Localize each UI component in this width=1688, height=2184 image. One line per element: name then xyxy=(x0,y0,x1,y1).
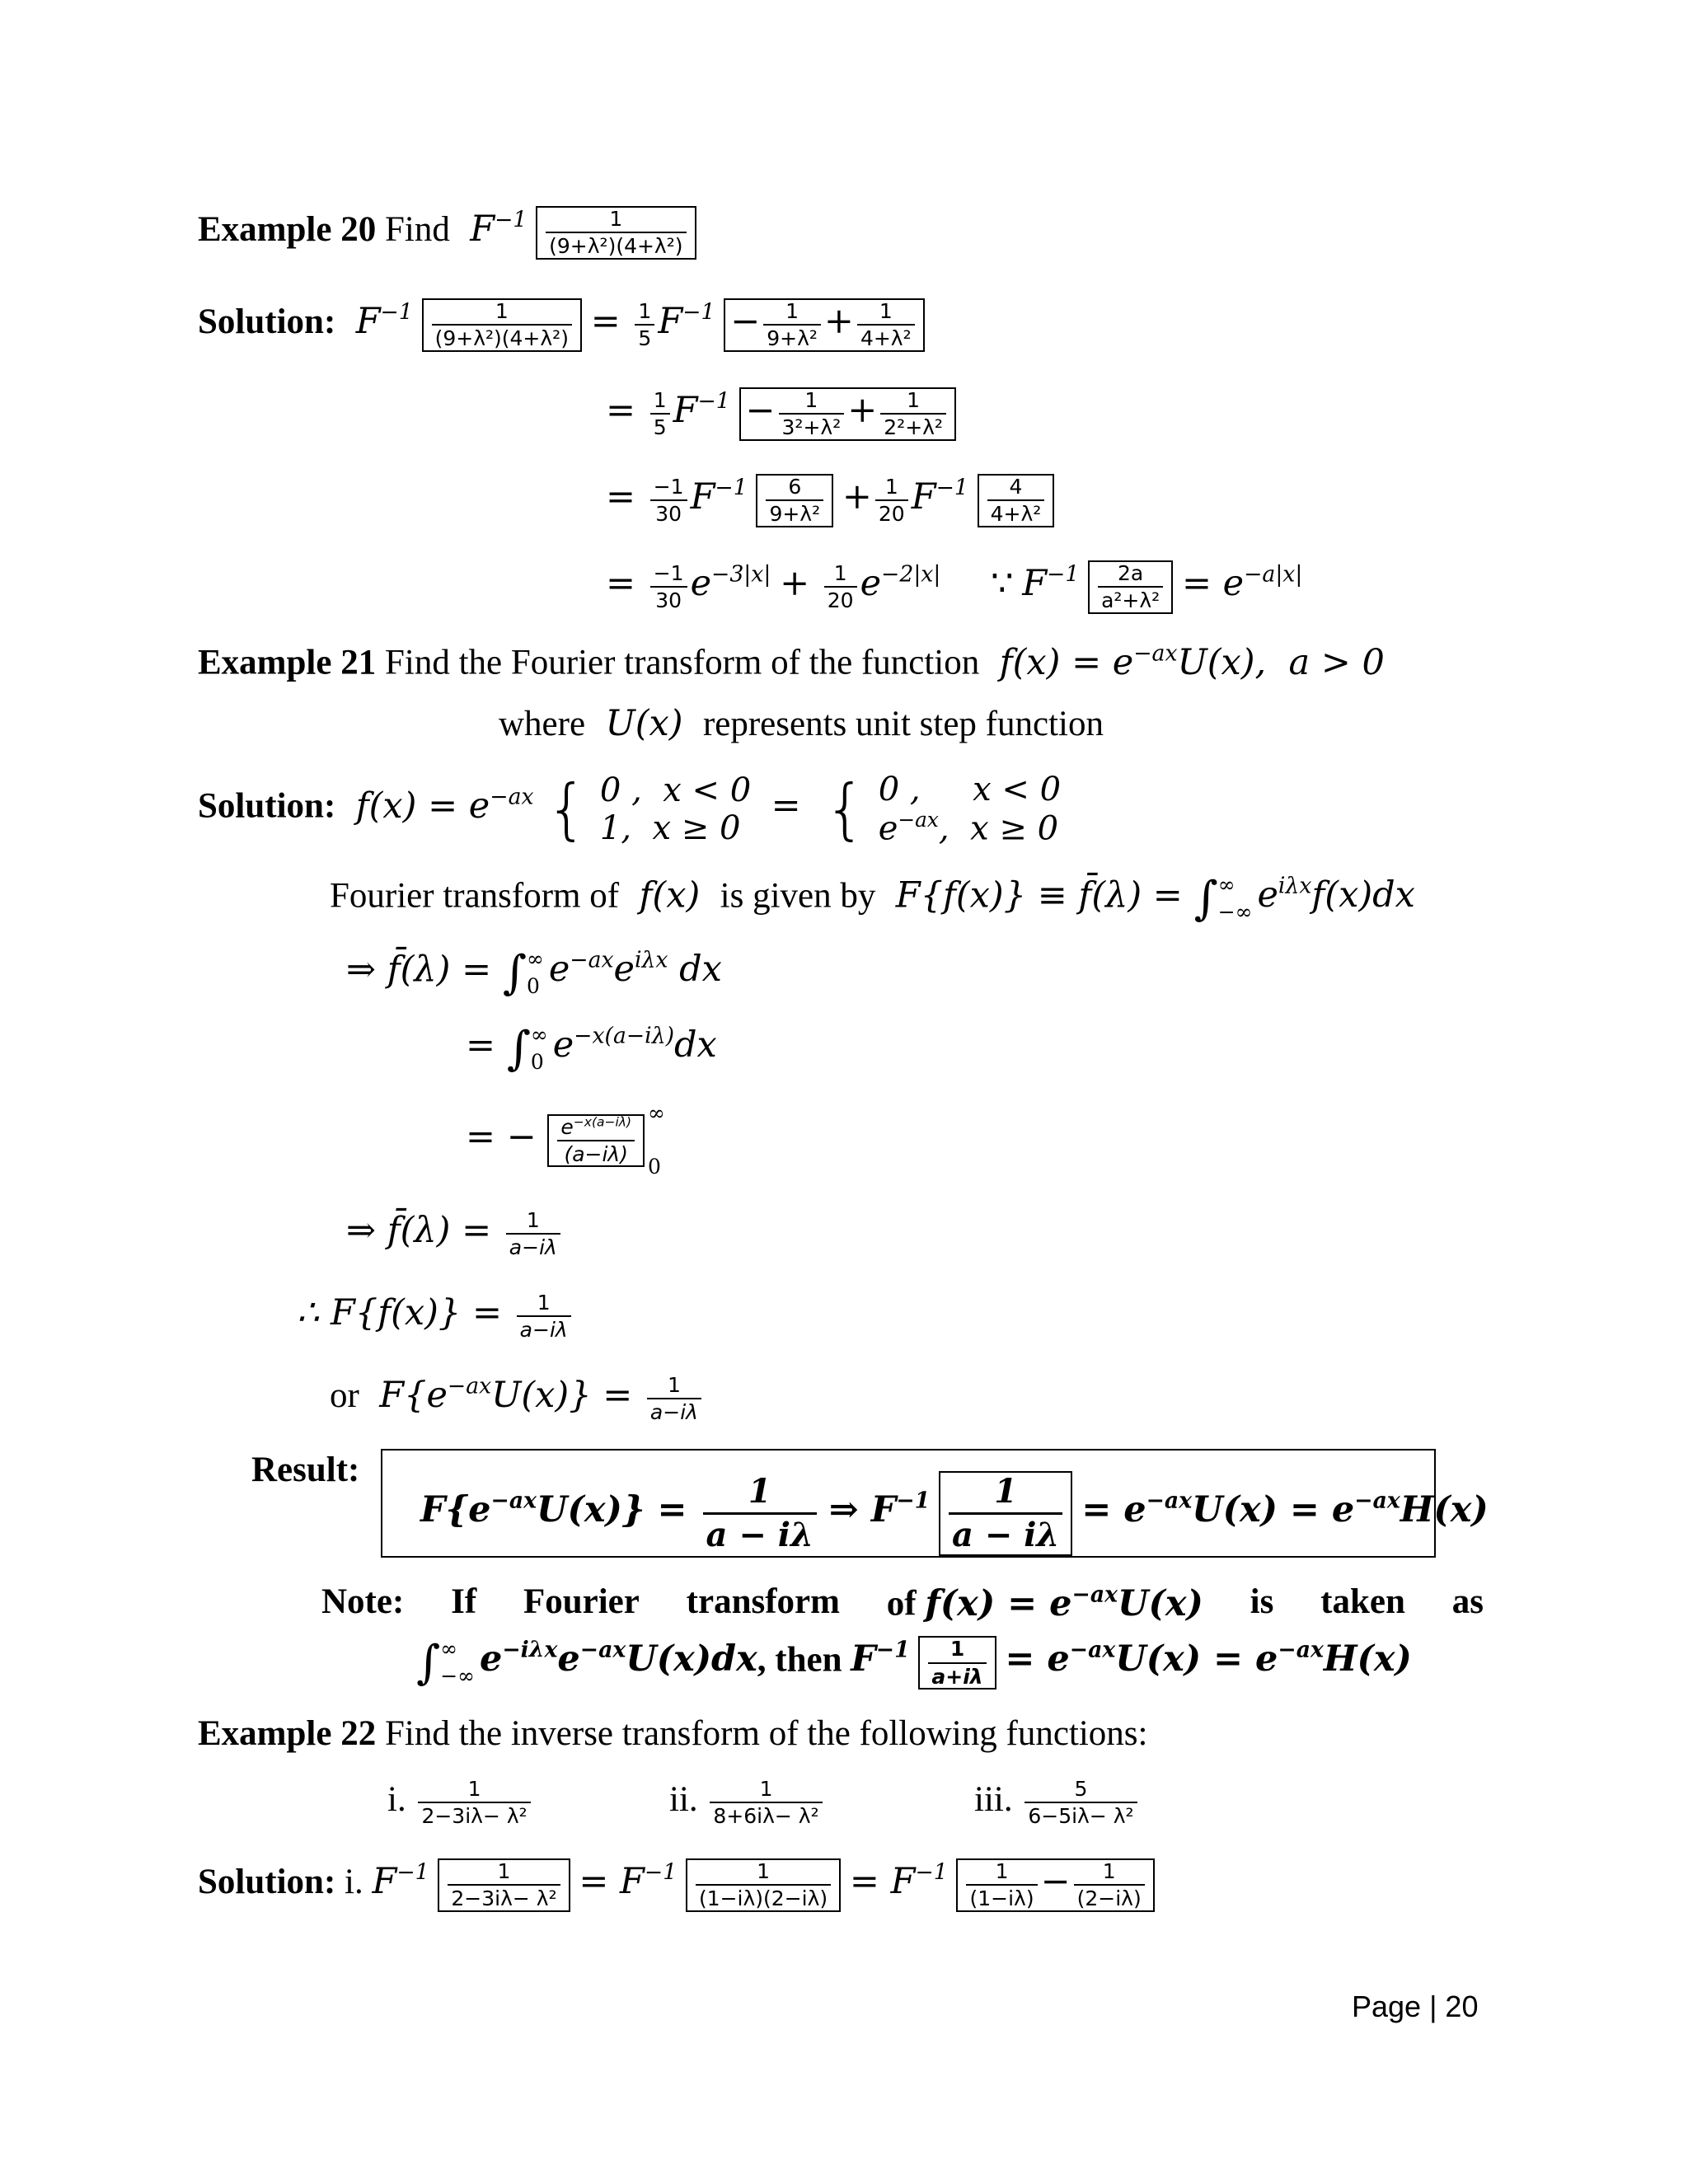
result-label: Result: xyxy=(251,1451,360,1489)
ex21-step4: ⇒ f̄(λ) = $\frac{1}{a-i\lambda}$ xyxy=(346,1207,564,1261)
ex22-heading xyxy=(198,1716,1147,1751)
ex22-solution-label: Solution: xyxy=(198,1863,336,1902)
note-line1: Note: If Fourier transform of $f(x) = e^{-ax}U(x)$ is taken as xyxy=(321,1582,1484,1624)
ex22-solution-line: Solution: i. $F^{-1}$ $\frac{1}{\text{2−3iλ− λ²}}$ = $F^{-1}$ $\frac{1}{(1-i\lambda)(2-i\lambda)}$ = $F^{-1}$ $\frac{1}{(1-i\lambda)}$ − $\frac{1}{(2-i\lambda)}$ xyxy=(198,1858,1155,1912)
ex22-item-i: i. $\frac{1}{\text{2−3iλ− λ²}}$ xyxy=(387,1776,534,1830)
ex22-label: Example 22 xyxy=(198,1714,377,1753)
result-formula: $F\{e^{-ax}U(x)\}$ = $\frac{1}{a - i\lambda}$ ⇒ $F^{-1}$ $\frac{1}{a - i\lambda}$ = $e^{-ax}U(x) = e^{-ax}H(x)$ xyxy=(420,1472,1489,1554)
ex20-solution-line1: Solution: $F^{-1}$ $\frac{1}{\text{(9+λ²)(4+λ²)}}$ = $\frac{1}{5}$ $F^{-1}$ − $\frac{1}{\text{9+λ²}}$ + $\frac{1}{\text{4+λ²}}$ xyxy=(198,298,925,352)
note-line2: ∫ ∞ −∞ $e^{-i\lambda x}e^{-ax}U(x)dx$, then $F^{-1}$ $\frac{1}{a+i\lambda}$ = $e^{-ax}U(x) = e^{-ax}H(x)$ xyxy=(416,1635,1412,1690)
ex20-heading: Example 20 Find $F^{-1}$ $\frac{1}{\text{(9+λ²)(4+λ²)}}$ xyxy=(198,206,696,260)
ex20-find: Find xyxy=(384,210,450,250)
ex20-line4: = $\frac{-1}{30}$ $e^{-3|x|}$ + $\frac{1}{20}$ $e^{-2|x|}$ ∵ $F^{-1}$ $\frac{2a}{\text{a²+λ²}}$ = $e^{-a|x|}$ xyxy=(606,561,1303,613)
ex21-step1: ⇒ f̄(λ) = ∫ ∞ 0 $e^{-ax}e^{i\lambda x}$ dx xyxy=(346,945,722,1000)
note-label: Note: xyxy=(321,1582,405,1621)
since-symbol: ∵ xyxy=(991,563,1014,605)
ex21-heading: Example 21 Find the Fourier transform of the function $f(x) = e^{-ax}U(x)$, a > 0 xyxy=(198,640,1385,683)
ex21-label: Example 21 xyxy=(198,643,377,682)
ex20-label: Example 20 xyxy=(198,210,377,250)
ex22-item-iii: iii. $\frac{5}{\text{6−5iλ− λ²}}$ xyxy=(974,1776,1141,1830)
ex20-bracket: $\frac{1}{\text{(9+λ²)(4+λ²)}}$ xyxy=(536,206,696,260)
ex21-solution-label: Solution: xyxy=(198,786,336,826)
ex20-solution-label: Solution: xyxy=(198,302,336,342)
ex21-where-line: where U(x) represents unit step function xyxy=(499,703,1104,744)
ex21-solution-line: Solution: $f(x) = e^{-ax}$ { 0 , x < 0 1, x ≥ 0 = { 0 , x < 0 $e^{-ax}$, x ≥ 0 xyxy=(198,770,1062,848)
ex21-text: Find the Fourier transform of the function xyxy=(384,643,980,682)
ex20-line3: = $\frac{-1}{30}$ $F^{-1}$ $\frac{6}{\text{9+λ²}}$ + $\frac{1}{20}$ $F^{-1}$ $\frac{4}{\text{4+λ²}}$ xyxy=(606,474,1054,527)
ex22-text: Find the inverse transform of the following functions: xyxy=(384,1714,1148,1753)
page-number: Page | 20 xyxy=(1352,1990,1479,2023)
ex21-step5: ∴ F{f(x)} = $\frac{1}{a-i\lambda}$ xyxy=(297,1290,574,1343)
ex21-step6: or $F\{e^{-ax}U(x)\}$ = $\frac{1}{a-i\lambda}$ xyxy=(330,1372,705,1426)
ex21-step3: = − $\frac{e^{-x(a-i\lambda)}}{(a-i\lambda)}$ ∞ 0 xyxy=(466,1101,665,1179)
ex20-line2: = $\frac{1}{5}$ $F^{-1}$ − $\frac{1}{\text{3²+λ²}}$ + $\frac{1}{\text{2²+λ²}}$ xyxy=(606,387,956,441)
ex21-ft-definition: Fourier transform of f(x) is given by F{f(x)} ≡ f̄(λ) = ∫ ∞ −∞ $e^{i\lambda x}f(x)dx$ xyxy=(330,871,1415,926)
ex21-step2: = ∫ ∞ 0 $e^{-x(a-i\lambda)}dx$ xyxy=(466,1021,717,1076)
ex22-item-ii: ii. $\frac{1}{\text{8+6iλ− λ²}}$ xyxy=(669,1776,826,1830)
